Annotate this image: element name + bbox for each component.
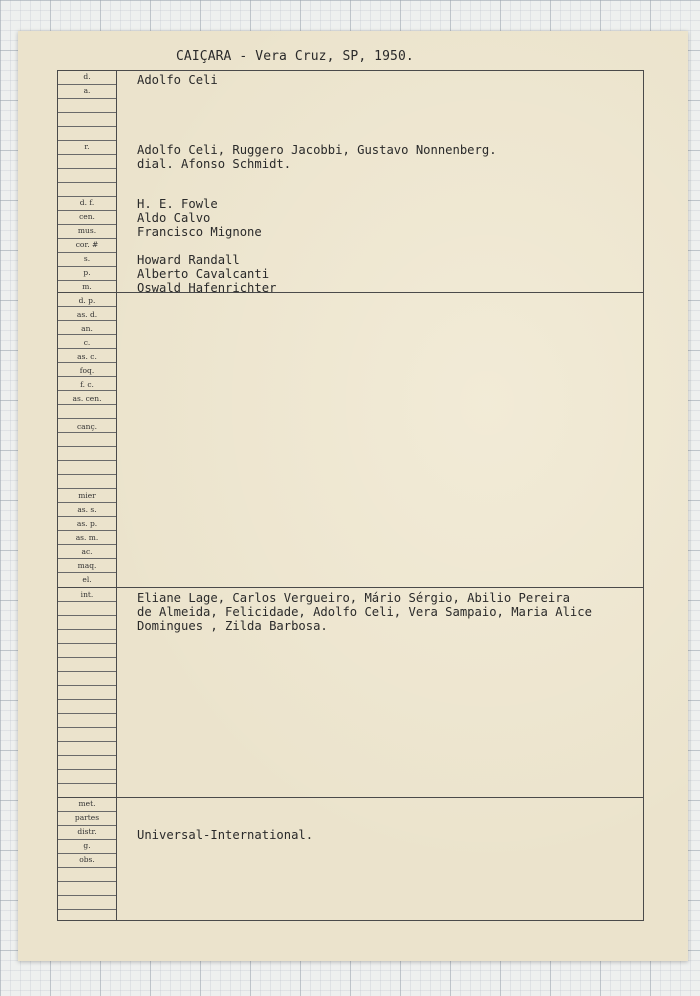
label-row-rule: [58, 867, 116, 868]
label-row-rule: [58, 741, 116, 742]
value-set-design: Aldo Calvo: [137, 211, 211, 225]
label-row-rule: [58, 98, 116, 99]
label-cen: cen.: [79, 212, 95, 221]
label-s: s.: [83, 254, 91, 263]
label-fc: f. c.: [80, 380, 94, 389]
label-row-rule: [58, 418, 116, 419]
label-obs: obs.: [79, 855, 95, 864]
label-ascen: as. cen.: [72, 394, 102, 403]
label-row-rule: [58, 629, 116, 630]
label-asm: as. m.: [75, 533, 99, 542]
value-director: Adolfo Celi: [137, 73, 218, 87]
label-partes: partes: [74, 813, 100, 822]
label-a: a.: [83, 86, 91, 95]
label-r: r.: [84, 142, 90, 151]
label-row-rule: [58, 769, 116, 770]
label-p: p.: [83, 268, 91, 277]
label-row-rule: [58, 643, 116, 644]
label-row-rule: [58, 474, 116, 475]
label-dp: d. p.: [78, 296, 96, 305]
label-row-rule: [58, 909, 116, 910]
value-cast-3: Domingues , Zilda Barbosa.: [137, 619, 328, 633]
label-cor: cor. #: [75, 240, 99, 249]
label-int: int.: [80, 590, 94, 599]
label-row-rule: [58, 460, 116, 461]
label-column-divider: [116, 70, 117, 921]
label-row-rule: [58, 112, 116, 113]
label-row-rule: [58, 446, 116, 447]
label-an: an.: [81, 324, 93, 333]
value-cast-2: de Almeida, Felicidade, Adolfo Celi, Vera Sampaio, Maria Alice: [137, 605, 592, 619]
label-mier: mier: [78, 491, 96, 500]
value-sound: Howard Randall: [137, 253, 240, 267]
label-asp: as. p.: [76, 519, 98, 528]
section-separator: [57, 587, 644, 588]
value-distribution: Universal-International.: [137, 828, 314, 842]
label-row-rule: [58, 727, 116, 728]
label-c: c.: [83, 338, 91, 347]
label-m: m.: [82, 282, 92, 291]
value-screenplay-2: dial. Afonso Schmidt.: [137, 157, 292, 171]
label-ass: as. s.: [77, 505, 97, 514]
label-maq: maq.: [77, 561, 97, 570]
label-row-rule: [58, 783, 116, 784]
value-cast-1: Eliane Lage, Carlos Vergueiro, Mário Sérgio, Abilio Pereira: [137, 591, 570, 605]
label-asd: as. d.: [76, 310, 98, 319]
section-separator: [57, 797, 644, 798]
label-row-rule: [58, 881, 116, 882]
label-df: d. f.: [79, 198, 95, 207]
value-editing: Oswald Hafenrichter: [137, 281, 277, 295]
label-canc: canç.: [76, 422, 98, 431]
label-row-rule: [58, 126, 116, 127]
label-foq: foq.: [79, 366, 95, 375]
label-row-rule: [58, 699, 116, 700]
value-cinematography: H. E. Fowle: [137, 197, 218, 211]
card-title: CAIÇARA - Vera Cruz, SP, 1950.: [176, 49, 414, 64]
value-screenplay-1: Adolfo Celi, Ruggero Jacobbi, Gustavo Nonnenberg.: [137, 143, 497, 157]
label-ac: ac.: [81, 547, 93, 556]
label-row-rule: [58, 182, 116, 183]
label-mus: mus.: [77, 226, 97, 235]
label-g: g.: [83, 841, 91, 850]
value-producer: Alberto Cavalcanti: [137, 267, 270, 281]
label-distr: distr.: [77, 827, 97, 836]
label-asc: as. c.: [77, 352, 97, 361]
label-row-rule: [58, 895, 116, 896]
label-row-rule: [58, 685, 116, 686]
label-row-rule: [58, 168, 116, 169]
value-music: Francisco Mignone: [137, 225, 262, 239]
label-el: el.: [82, 575, 92, 584]
label-row-rule: [58, 755, 116, 756]
label-row-rule: [58, 713, 116, 714]
label-met: met.: [78, 799, 96, 808]
label-d: d.: [83, 72, 91, 81]
label-row-rule: [58, 657, 116, 658]
label-row-rule: [58, 671, 116, 672]
label-row-rule: [58, 615, 116, 616]
label-row-rule: [58, 154, 116, 155]
